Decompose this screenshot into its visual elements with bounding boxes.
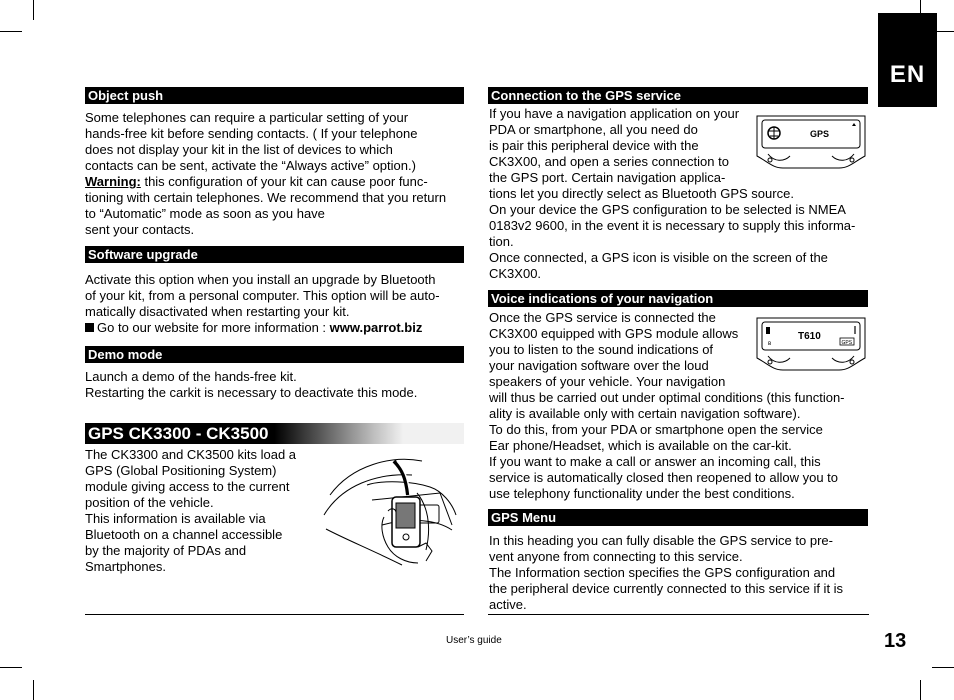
footer-label: User’s guide <box>446 635 502 646</box>
heading-text: Voice indications of your navigation <box>491 291 714 306</box>
section-title-text: GPS CK3300 - CK3500 <box>88 424 269 443</box>
text-line: If you have a navigation application on your <box>489 106 740 121</box>
text-line: Some telephones can require a particular setting of your <box>85 110 409 125</box>
text-line: PDA or smartphone, all you need do <box>489 122 698 137</box>
text-line: contacts can be sent, activate the “Always active” option.) <box>85 158 416 173</box>
bluetooth-icon: ʙ <box>768 341 772 347</box>
text-line: Smartphones. <box>85 559 166 574</box>
text-span: Go to our website for more information : <box>97 320 330 335</box>
heading-connection-gps <box>488 87 868 104</box>
warning-label: Warning: <box>85 174 141 189</box>
screen-phone-text: T610 <box>798 331 821 342</box>
car-pda-illustration <box>322 455 459 570</box>
crop-mark <box>920 680 921 700</box>
heading-text: Software upgrade <box>88 247 198 262</box>
kit-display-t610 <box>754 314 868 374</box>
heading-voice-indications <box>488 290 868 307</box>
crop-mark <box>33 0 34 20</box>
text-line: the GPS port. Certain navigation applica- <box>489 170 726 185</box>
text-line: hands-free kit before sending contacts. ( If your telephone <box>85 126 418 141</box>
text-line: The Information section specifies the GPS configuration and <box>489 565 836 580</box>
warning-line <box>85 174 469 190</box>
right-bottom-rule <box>488 614 869 615</box>
kit-display-gps <box>754 112 868 172</box>
text-line: Once connected, a GPS icon is visible on the screen of the <box>489 250 828 265</box>
text-line: to “Automatic” mode as soon as you have <box>85 206 325 221</box>
text-line: To do this, from your PDA or smartphone open the service <box>489 422 823 437</box>
text-line: tioning with certain telephones. We recommend that you return <box>85 190 447 205</box>
crop-mark <box>932 667 954 668</box>
text-line: Activate this option when you install an upgrade by Bluetooth <box>85 272 436 287</box>
text-line: sent your contacts. <box>85 222 195 237</box>
text-line: The CK3300 and CK3500 kits load a <box>85 447 297 462</box>
text-line: matically disactivated when restarting your kit. <box>85 304 350 319</box>
language-tab <box>878 13 937 107</box>
link-line <box>85 320 469 336</box>
text-line: 0183v2 9600, in the event it is necessary to supply this informa- <box>489 218 856 233</box>
text-line: Restarting the carkit is necessary to deactivate this mode. <box>85 385 418 400</box>
text-line: of your kit, from a personal computer. This option will be auto- <box>85 288 440 303</box>
text-line: service is automatically closed then reopened to allow you to <box>489 470 839 485</box>
text-line: On your device the GPS configuration to be selected is NMEA <box>489 202 846 217</box>
heading-object-push <box>85 87 464 104</box>
crop-mark <box>0 667 22 668</box>
crop-mark <box>0 31 22 32</box>
section-title-gps <box>85 423 464 444</box>
text-line: This information is available via <box>85 511 266 526</box>
text-line: will thus be carried out under optimal conditions (this function- <box>489 390 845 405</box>
text-line: Launch a demo of the hands-free kit. <box>85 369 297 384</box>
text-line: does not display your kit in the list of devices to which <box>85 142 393 157</box>
text-line: Ear phone/Headset, which is available on the car-kit. <box>489 438 792 453</box>
left-bottom-rule <box>85 614 464 615</box>
text-line: by the majority of PDAs and <box>85 543 247 558</box>
software-upgrade-body <box>85 272 469 336</box>
screen-gps-badge: GPS <box>841 340 853 346</box>
crop-mark <box>33 680 34 700</box>
page-number: 13 <box>884 630 907 652</box>
text-line: CK3X00, and open a series connection to <box>489 154 729 169</box>
gps-menu-body <box>489 533 874 613</box>
heading-text: Connection to the GPS service <box>491 88 681 103</box>
text-line: is pair this peripheral device with the <box>489 138 699 153</box>
bullet-icon <box>85 323 94 332</box>
text-line: If you want to make a call or answer an incoming call, this <box>489 454 821 469</box>
text-line: GPS (Global Positioning System) <box>85 463 277 478</box>
text-line: CK3X00 equipped with GPS module allows <box>489 326 739 341</box>
text-line: the peripheral device currently connected to this service if it is <box>489 581 844 596</box>
text-line: your navigation software over the loud <box>489 358 709 373</box>
text-line: CK3X00. <box>489 266 542 281</box>
text-line: ality is available only with certain navigation software). <box>489 406 801 421</box>
text-line: vent anyone from connecting to this service. <box>489 549 743 564</box>
text-line: Once the GPS service is connected the <box>489 310 716 325</box>
demo-mode-body <box>85 369 469 401</box>
heading-software-upgrade <box>85 246 464 263</box>
text-line: speakers of your vehicle. Your navigation <box>489 374 726 389</box>
website-link[interactable]: www.parrot.biz <box>329 320 423 335</box>
text-span: this configuration of your kit can cause poor func- <box>140 174 428 189</box>
screen-gps-text: GPS <box>810 129 830 139</box>
heading-text: GPS Menu <box>491 510 557 525</box>
text-line: In this heading you can fully disable the GPS service to pre- <box>489 533 833 548</box>
text-line: you to listen to the sound indications of <box>489 342 714 357</box>
text-line: position of the vehicle. <box>85 495 214 510</box>
text-line: use telephony functionality under the best conditions. <box>489 486 795 501</box>
heading-text: Object push <box>88 88 164 103</box>
text-line: module giving access to the current <box>85 479 290 494</box>
text-line: Bluetooth on a channel accessible <box>85 527 283 542</box>
object-push-body <box>85 110 469 238</box>
text-line: active. <box>489 597 527 612</box>
heading-gps-menu <box>488 509 868 526</box>
language-label: EN <box>889 61 926 88</box>
heading-demo-mode <box>85 346 464 363</box>
gps-body <box>85 447 320 575</box>
heading-text: Demo mode <box>88 347 163 362</box>
text-line: tion. <box>489 234 514 249</box>
text-line: tions let you directly select as Bluetooth GPS source. <box>489 186 794 201</box>
